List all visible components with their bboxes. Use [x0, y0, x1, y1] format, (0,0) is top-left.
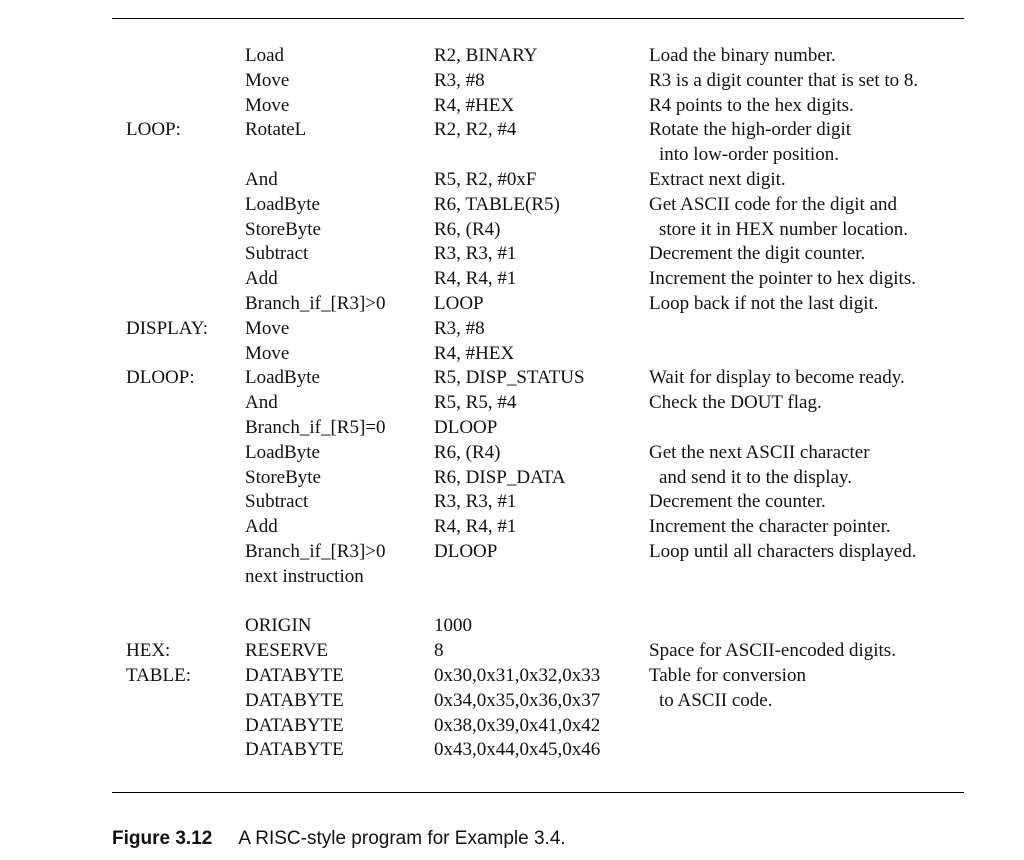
line-opcode: Branch_if_[R3]>0 [245, 541, 386, 562]
line-opcode: DATABYTE [245, 689, 344, 711]
program-line [0, 192, 1024, 217]
line-comment: to ASCII code. [659, 689, 773, 711]
line-opcode: Branch_if_[R3]>0 [245, 293, 386, 314]
line-label: LOOP: [126, 119, 181, 141]
line-operands: R6, TABLE(R5) [434, 193, 560, 215]
program-line [0, 117, 1024, 142]
figure-number: Figure 3.12 [112, 828, 213, 849]
line-opcode: Move [245, 342, 290, 364]
line-opcode: Add [245, 268, 278, 290]
line-operands: 8 [434, 640, 444, 662]
line-opcode: Branch_if_[R5]=0 [245, 417, 386, 438]
line-comment: Space for ASCII-encoded digits. [649, 640, 896, 662]
line-operands: R3, R3, #1 [434, 491, 517, 513]
line-operands: DLOOP [434, 417, 498, 438]
line-opcode: DATABYTE [245, 739, 344, 761]
line-opcode: Load [245, 45, 285, 66]
program-line [0, 713, 1024, 738]
line-operands: 1000 [434, 615, 472, 637]
line-operands: R5, DISP_STATUS [434, 367, 585, 389]
line-opcode: next instruction [245, 565, 364, 587]
line-opcode: ORIGIN [245, 615, 312, 637]
program-line [0, 365, 1024, 390]
line-comment: Wait for display to become ready. [649, 367, 905, 389]
line-opcode: StoreByte [245, 218, 321, 240]
line-opcode: LoadByte [245, 441, 320, 463]
line-operands: R5, R5, #4 [434, 392, 517, 414]
line-operands: R2, R2, #4 [434, 119, 517, 141]
line-comment: store it in HEX number location. [659, 218, 909, 240]
line-opcode: DATABYTE [245, 665, 344, 686]
program-line [0, 316, 1024, 341]
line-comment: Rotate the high-order digit [649, 119, 852, 141]
line-opcode: And [245, 169, 278, 190]
program-line [0, 539, 1024, 564]
line-opcode: Subtract [245, 491, 309, 513]
line-comment: Check the DOUT flag. [649, 392, 822, 414]
line-comment: Increment the character pointer. [649, 516, 891, 538]
line-comment: R3 is a digit counter that is set to 8. [649, 69, 919, 91]
line-operands: R6, (R4) [434, 218, 501, 240]
line-operands: R6, DISP_DATA [434, 466, 566, 488]
program-line [0, 142, 1024, 167]
line-opcode: Add [245, 516, 278, 538]
line-comment: R4 points to the hex digits. [649, 94, 854, 116]
line-comment: Decrement the digit counter. [649, 243, 866, 265]
line-opcode: Move [245, 317, 290, 339]
program-line [0, 415, 1024, 440]
line-label: HEX: [126, 640, 171, 662]
program-line [0, 440, 1024, 465]
line-operands: R3, #8 [434, 317, 485, 339]
line-operands: 0x38,0x39,0x41,0x42 [434, 714, 601, 736]
line-opcode: And [245, 392, 278, 414]
line-operands: 0x34,0x35,0x36,0x37 [434, 689, 601, 711]
program-line [0, 737, 1024, 762]
line-operands: R6, (R4) [434, 441, 501, 463]
program-line [0, 93, 1024, 118]
line-opcode: DATABYTE [245, 714, 344, 736]
program-line [0, 341, 1024, 366]
line-comment: Table for conversion [649, 665, 806, 686]
program-line [0, 663, 1024, 688]
line-operands: 0x30,0x31,0x32,0x33 [434, 665, 601, 686]
line-comment: Get the next ASCII character [649, 441, 870, 463]
line-label: DLOOP: [126, 367, 195, 389]
line-operands: LOOP [434, 293, 484, 314]
line-comment: Load the binary number. [649, 45, 836, 66]
line-comment: Extract next digit. [649, 169, 786, 190]
program-line [0, 167, 1024, 192]
program-line [0, 43, 1024, 68]
program-line [0, 266, 1024, 291]
figure-caption [112, 826, 566, 852]
line-comment: Loop back if not the last digit. [649, 293, 879, 314]
line-operands: 0x43,0x44,0x45,0x46 [434, 739, 601, 761]
line-operands: R4, R4, #1 [434, 268, 517, 290]
program-line [0, 390, 1024, 415]
line-comment: into low-order position. [659, 144, 839, 166]
program-line [0, 489, 1024, 514]
program-line [0, 217, 1024, 242]
line-operands: DLOOP [434, 541, 498, 562]
program-line [0, 291, 1024, 316]
line-opcode: Move [245, 94, 290, 116]
line-operands: R4, #HEX [434, 342, 515, 364]
line-opcode: Subtract [245, 243, 309, 265]
line-operands: R3, #8 [434, 69, 485, 91]
program-line [0, 241, 1024, 266]
program-line [0, 514, 1024, 539]
line-opcode: LoadByte [245, 367, 320, 389]
line-opcode: RESERVE [245, 640, 328, 662]
line-label: TABLE: [126, 665, 191, 686]
line-opcode: StoreByte [245, 466, 321, 488]
line-operands: R3, R3, #1 [434, 243, 517, 265]
program-line [0, 465, 1024, 490]
line-operands: R4, #HEX [434, 94, 515, 116]
program-line [0, 564, 1024, 589]
line-comment: Get ASCII code for the digit and [649, 193, 898, 215]
line-opcode: Move [245, 69, 290, 91]
program-line [0, 613, 1024, 638]
program-line [0, 688, 1024, 713]
line-comment: Loop until all characters displayed. [649, 541, 917, 562]
program-line [0, 68, 1024, 93]
line-operands: R5, R2, #0xF [434, 169, 537, 190]
bottom-rule [112, 792, 964, 793]
figure-caption-text: A RISC-style program for Example 3.4. [238, 828, 566, 849]
line-opcode: LoadByte [245, 193, 320, 215]
program-line [0, 638, 1024, 663]
line-opcode: RotateL [245, 119, 307, 141]
line-operands: R2, BINARY [434, 45, 538, 66]
line-comment: Decrement the counter. [649, 491, 826, 513]
line-comment: and send it to the display. [659, 466, 852, 488]
line-operands: R4, R4, #1 [434, 516, 517, 538]
line-label: DISPLAY: [126, 317, 209, 339]
line-comment: Increment the pointer to hex digits. [649, 268, 916, 290]
